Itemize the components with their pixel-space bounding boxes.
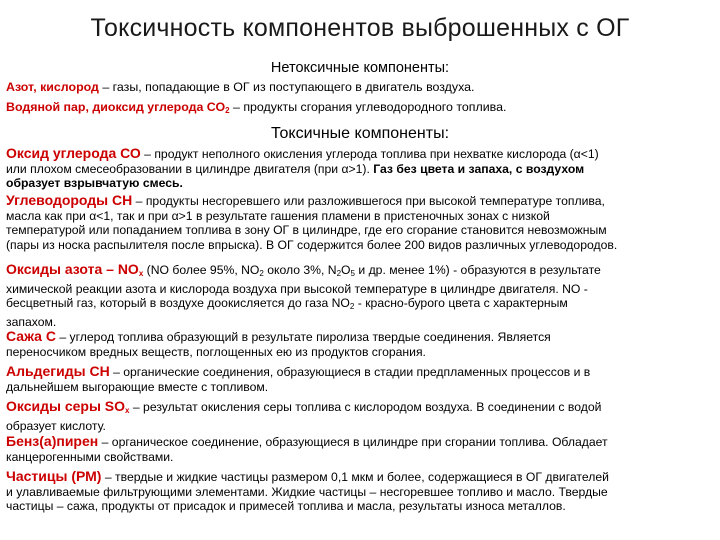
nox-sub-2: 2 [336, 269, 342, 278]
nox-sub-4: 2 [349, 302, 355, 312]
item-ch [6, 193, 714, 252]
term-water-co2-sub: 2 [225, 106, 230, 115]
desc-nitrogen-oxygen: – газы, попадающие в ОГ из поступающего в двигатель воздуха. [98, 80, 475, 94]
ch-line-4: (пары из носка распылителя после впрыска). В ОГ содержится более 200 видов различных углеводородов. [6, 237, 618, 252]
nox-line-4: запахом. [6, 314, 57, 329]
nox-line-1d: и др. менее 1%) - образуются в результате [354, 263, 601, 277]
term-nox-sub: x [138, 269, 144, 278]
co-bold: Газ без цвета и запаха, с воздухом [373, 161, 585, 176]
sox-line-1: – результат окисления серы топлива с кислородом воздуха. В соединении с водой [129, 400, 602, 414]
aldehydes-line-2: дальнейшем выгорающие вместе с топливом. [6, 379, 269, 394]
soot-line-1: – углерод топлива образующий в результате пиролиза твердые соединения. Является [55, 330, 551, 344]
co-line-2: или плохом смесеобразовании в цилиндре двигателя (при α>1). [6, 161, 374, 176]
ch-line-2: масла как при α<1, так и при α>1 в результате гашения пламени в пристеночных зонах с низкой [6, 208, 550, 223]
nontoxic-item-2 [6, 100, 714, 118]
co-line-1: – продукт неполного окисления углерода топлива при нехватке кислорода (α<1) [140, 147, 599, 161]
term-nitrogen-oxygen: Азот, кислород [6, 80, 99, 94]
heading-toxic: Токсичные компоненты: [270, 125, 450, 142]
aldehydes-line-1: – органические соединения, образующиеся в стадии предпламенных процессов и в [109, 365, 591, 379]
benz-line-2: канцерогенными свойствами. [6, 449, 174, 464]
pm-line-3: частицы – сажа, продукты от присадок и примесей топлива и масла, результаты износа металлов. [6, 499, 566, 514]
term-benzapyrene: Бенз(а)пирен [6, 433, 99, 449]
term-soot: Сажа С [6, 328, 56, 344]
ch-line-3: температурой или попаданием топлива в зону ОГ в цилиндре, где его сгорание становится невозможным [6, 223, 607, 238]
item-soot [6, 329, 714, 359]
nox-sub-1: 2 [259, 269, 264, 278]
benz-line-1: – органическое соединение, образующиеся в цилиндре при сгорании топлива. Обладает [98, 435, 608, 449]
desc-water-co2: – продукты сгорания углеводородного топлива. [229, 100, 507, 114]
term-ch: Углеводороды СН [6, 192, 133, 208]
slide-title: Токсичность компонентов выброшенных с ОГ [90, 14, 630, 42]
term-pm: Частицы (РМ) [6, 468, 102, 484]
nox-sub-3: 5 [350, 269, 355, 278]
pm-line-2: и улавливаемые фильтрующими элементами. Жидкие частицы – несгоревшее топливо и масло. Твердые [6, 484, 608, 499]
nox-line-1b: около 3%, N [263, 263, 337, 277]
term-aldehydes: Альдегиды СН [6, 363, 110, 379]
co-line-3: образует взрывчатую смесь. [6, 176, 183, 191]
item-sox [6, 399, 714, 433]
term-water-co2: Водяной пар, диоксид углерода СО [6, 100, 226, 114]
item-nox [6, 262, 714, 329]
nox-line-1a: (NO более 95%, NO [143, 263, 260, 277]
term-nox: Оксиды азота – NO [6, 261, 139, 277]
pm-line-1: – твердые и жидкие частицы размером 0,1 мкм и более, содержащиеся в ОГ двигателей [101, 470, 609, 484]
item-benzapyrene [6, 434, 714, 464]
heading-nontoxic: Нетоксичные компоненты: [270, 60, 450, 76]
term-co: Оксид углерода СО [6, 145, 141, 161]
soot-line-2: переносчиком вредных веществ, поглощенных ею из продуктов сгорания. [6, 344, 426, 359]
sox-line-2: образует кислоту. [6, 418, 106, 433]
ch-line-1: – продукты несгоревшего или разложившегося при высокой температуре топлива, [132, 194, 605, 208]
term-sox-sub: x [125, 406, 130, 415]
nox-line-3b: - красно-бурого цвета с характерным [354, 296, 568, 311]
item-pm [6, 469, 714, 514]
nox-line-2: химической реакции азота и кислорода воздуха при высокой температуре в цилиндре двигателя. NO - [6, 281, 588, 296]
nox-line-3a: бесцветный газ, который в воздухе доокисляется до газа NO [6, 296, 350, 311]
item-aldehydes [6, 364, 714, 394]
item-co [6, 146, 714, 191]
term-sox: Оксиды серы SO [6, 398, 126, 414]
nontoxic-item-1 [6, 80, 714, 95]
nox-line-1c: O [341, 263, 351, 277]
